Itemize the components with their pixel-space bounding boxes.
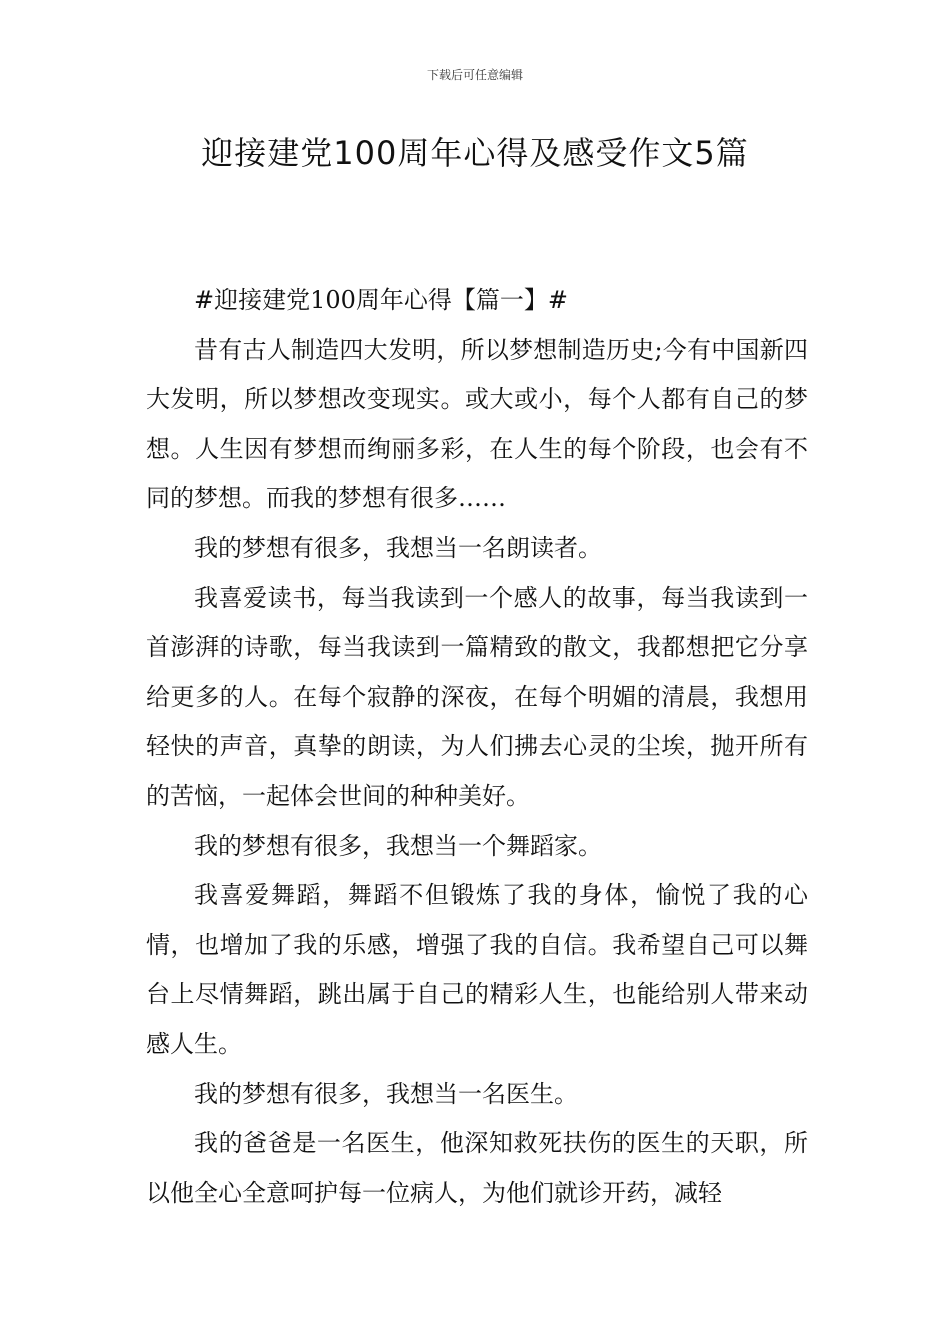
paragraph-1: 昔有古人制造四大发明，所以梦想制造历史;今有中国新四大发明，所以梦想改变现实。或大或小，每个人都有自己的梦想。人生因有梦想而绚丽多彩，在人生的每个阶段，也会有不同的梦想。而我的梦想有很多…… (146, 335, 808, 513)
header-note: 下载后可任意编辑 (426, 68, 523, 82)
document-body (146, 276, 808, 1218)
paragraph-7: 我的爸爸是一名医生，他深知救死扶伤的医生的天职，所以他全心全意呵护每一位病人，为他们就诊开药，减轻 (146, 1129, 808, 1207)
paragraph-2: 我的梦想有很多，我想当一名朗读者。 (194, 533, 602, 562)
paragraph-5: 我喜爱舞蹈，舞蹈不但锻炼了我的身体，愉悦了我的心情，也增加了我的乐感，增强了我的自信。我希望自己可以舞台上尽情舞蹈，跳出属于自己的精彩人生，也能给别人带来动感人生。 (146, 881, 808, 1058)
paragraph-6: 我的梦想有很多，我想当一名医生。 (194, 1079, 578, 1108)
document-title: 迎接建党100周年心得及感受作文5篇 (201, 134, 749, 172)
paragraph-3: 我喜爱读书，每当我读到一个感人的故事，每当我读到一首澎湃的诗歌，每当我读到一篇精致的散文，我都想把它分享给更多的人。在每个寂静的深夜，在每个明媚的清晨，我想用轻快的声音，真挚的朗读，为人们拂去心灵的尘埃，抛开所有的苦恼，一起体会世间的种种美好。 (146, 583, 808, 810)
paragraph-4: 我的梦想有很多，我想当一个舞蹈家。 (194, 831, 602, 860)
section-heading: #迎接建党100周年心得【篇一】# (194, 286, 569, 314)
